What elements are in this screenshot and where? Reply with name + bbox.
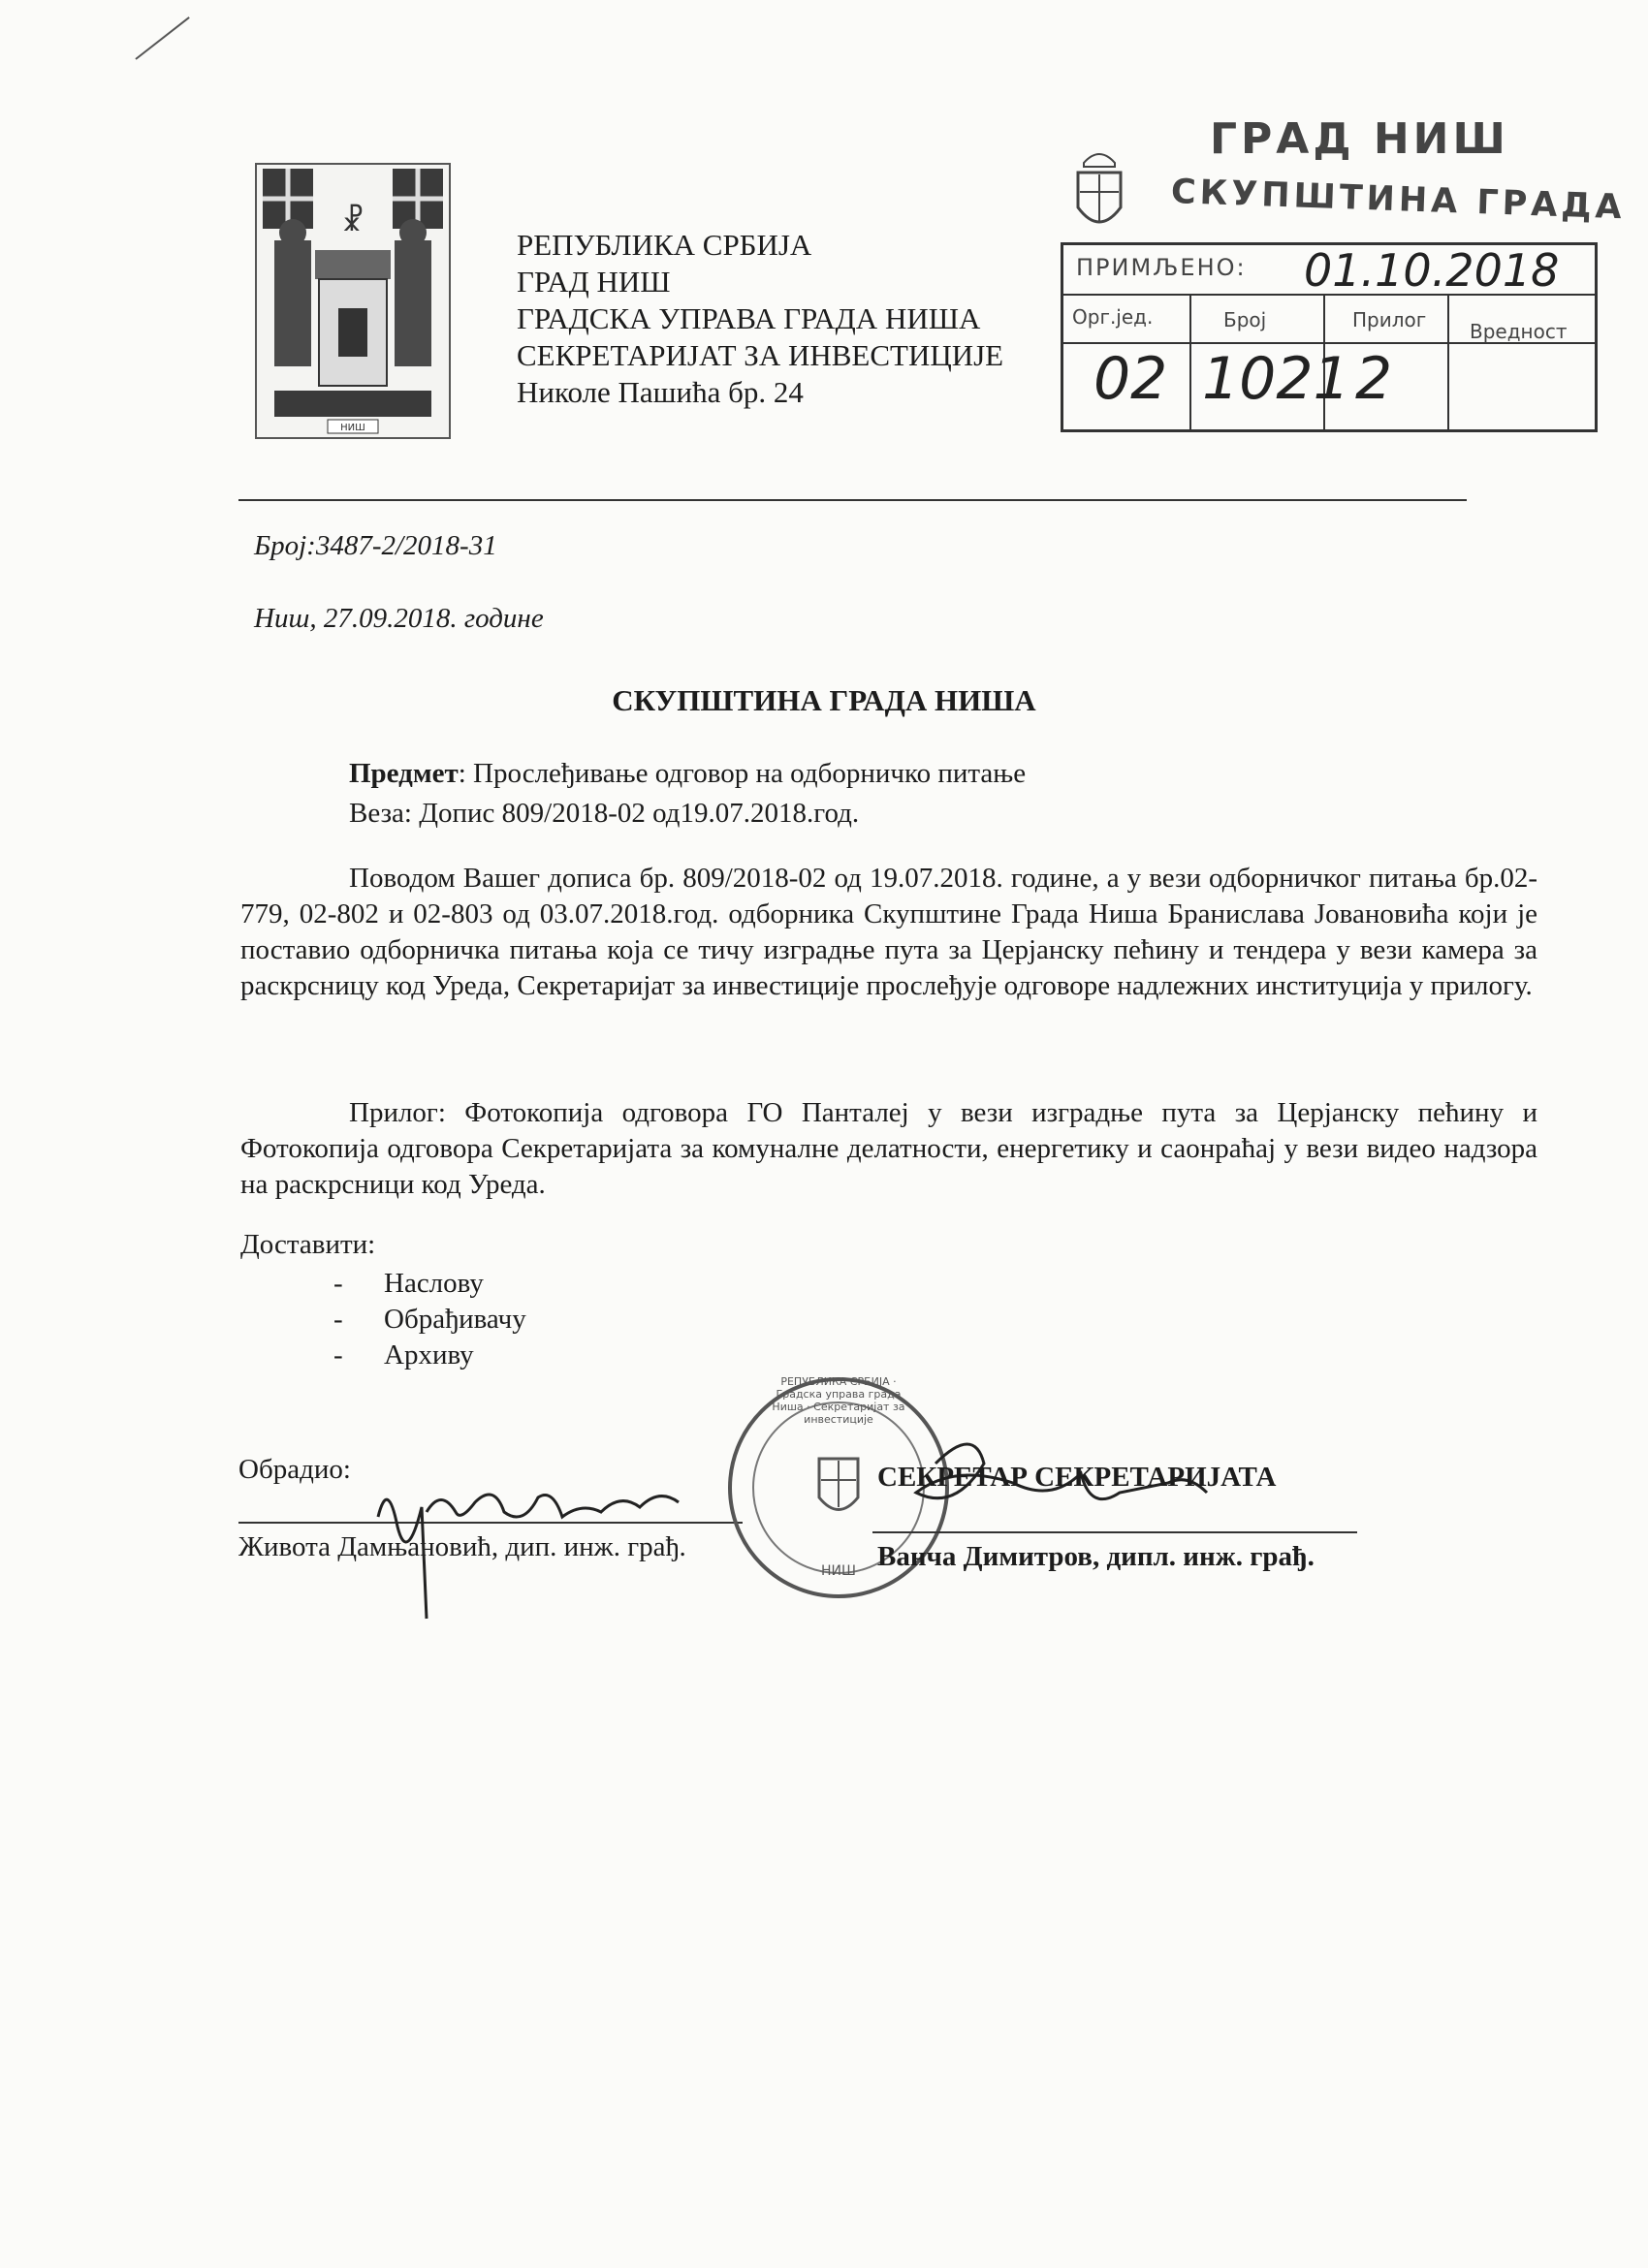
stamp-col-number: Број bbox=[1223, 308, 1267, 331]
stamp-title-city: ГРАД НИШ bbox=[1210, 114, 1509, 164]
deliver-item-addressee: Наслову bbox=[384, 1268, 484, 1299]
secretary-signature-line bbox=[872, 1531, 1357, 1533]
place-and-date: Ниш, 27.09.2018. године bbox=[254, 603, 544, 634]
svg-text:☧: ☧ bbox=[341, 205, 364, 238]
stamp-received-date: 01.10.2018 bbox=[1304, 244, 1560, 297]
subject-label: Предмет bbox=[349, 758, 459, 789]
stamp-col-org-unit: Орг.јед. bbox=[1072, 305, 1154, 329]
city-crest-emblem bbox=[255, 163, 451, 439]
list-item bbox=[333, 1302, 526, 1338]
deliver-list bbox=[333, 1266, 526, 1373]
letterhead bbox=[517, 227, 1003, 411]
deliver-label: Доставити: bbox=[240, 1229, 376, 1260]
scan-artifact-line bbox=[135, 16, 189, 60]
letterhead-line-secretariat: СЕКРЕТАРИЈАТ ЗА ИНВЕСТИЦИЈЕ bbox=[517, 338, 1004, 372]
prepared-by-label: Обрадио: bbox=[238, 1454, 351, 1485]
list-dash: - bbox=[333, 1304, 343, 1335]
stamp-title-assembly: СКУПШТИНА ГРАДА bbox=[1170, 173, 1627, 228]
stamp-col-attachment: Прилог bbox=[1352, 308, 1427, 331]
list-item bbox=[333, 1266, 526, 1302]
addressee-heading: СКУПШТИНА ГРАДА НИША bbox=[612, 683, 1036, 717]
prepared-by-name: Живота Дамњановић, дип. инж. грађ. bbox=[238, 1531, 686, 1562]
deliver-item-processor: Обрађивачу bbox=[384, 1304, 526, 1335]
header-divider bbox=[238, 499, 1467, 501]
document-number: Број:3487-2/2018-31 bbox=[254, 530, 497, 561]
subject-text: : Прослеђивање одговор на одборничко питање bbox=[458, 758, 1027, 789]
subject-block bbox=[349, 754, 1026, 834]
letterhead-line-country: РЕПУБЛИКА СРБИЈА bbox=[517, 228, 812, 262]
stamp-received-label: ПРИМЉЕНО: bbox=[1076, 254, 1247, 281]
crest-caption: НИШ bbox=[340, 423, 365, 433]
stamp-coat-of-arms-icon bbox=[1074, 145, 1125, 243]
secretary-title: СЕКРЕТАР СЕКРЕТАРИЈАТА bbox=[877, 1462, 1277, 1493]
stamp-value-org-unit: 02 bbox=[1093, 345, 1168, 413]
stamp-col-value: Вредност bbox=[1470, 320, 1568, 343]
stamp-value-attachment: 2 bbox=[1355, 345, 1393, 413]
body-paragraph-2: Прилог: Фотокопија одговора ГО Панталеј у вези изградње пута за Церјанску пећину и Фотокопија одговора Секретаријата за комуналне делатности, енергетику и саонраћај у вези видео надзора на раскрсници код Уреда. bbox=[240, 1097, 1537, 1200]
list-item bbox=[333, 1338, 526, 1373]
deliver-item-archive: Архиву bbox=[384, 1339, 474, 1370]
letterhead-line-city: ГРАД НИШ bbox=[517, 265, 671, 299]
list-dash: - bbox=[333, 1268, 343, 1299]
letterhead-line-administration: ГРАДСКА УПРАВА ГРАДА НИША bbox=[517, 301, 981, 335]
handwritten-signature-left bbox=[368, 1459, 708, 1628]
secretary-name: Ванча Димитров, дипл. инж. грађ. bbox=[877, 1541, 1315, 1572]
seal-city: НИШ bbox=[821, 1563, 856, 1579]
list-dash: - bbox=[333, 1339, 343, 1370]
body-paragraph-1: Поводом Вашег дописа бр. 809/2018-02 од 19.07.2018. године, а у вези одборничког питања бр.02-779, 02-802 и 02-803 од 03.07.2018.год. одборника Скупштине Града Ниша Бранислава Јовановића који је поставио одборничка питања која се тичу изградње пута за Церјанску пећину и тендера у вези камера за раскрсницу код Уреда, Секретаријат за инвестиције прослеђује одговоре надлежних институција у прилогу. bbox=[240, 863, 1537, 1001]
stamp-value-number: 1021 bbox=[1202, 345, 1350, 413]
letterhead-line-address: Николе Пашића бр. 24 bbox=[517, 375, 804, 409]
reference-line: Веза: Допис 809/2018-02 од19.07.2018.год. bbox=[349, 798, 860, 829]
seal-text: РЕПУБЛИКА СРБИЈА · Градска управа града Ниша · Секретаријат за инвестиције bbox=[772, 1375, 905, 1426]
